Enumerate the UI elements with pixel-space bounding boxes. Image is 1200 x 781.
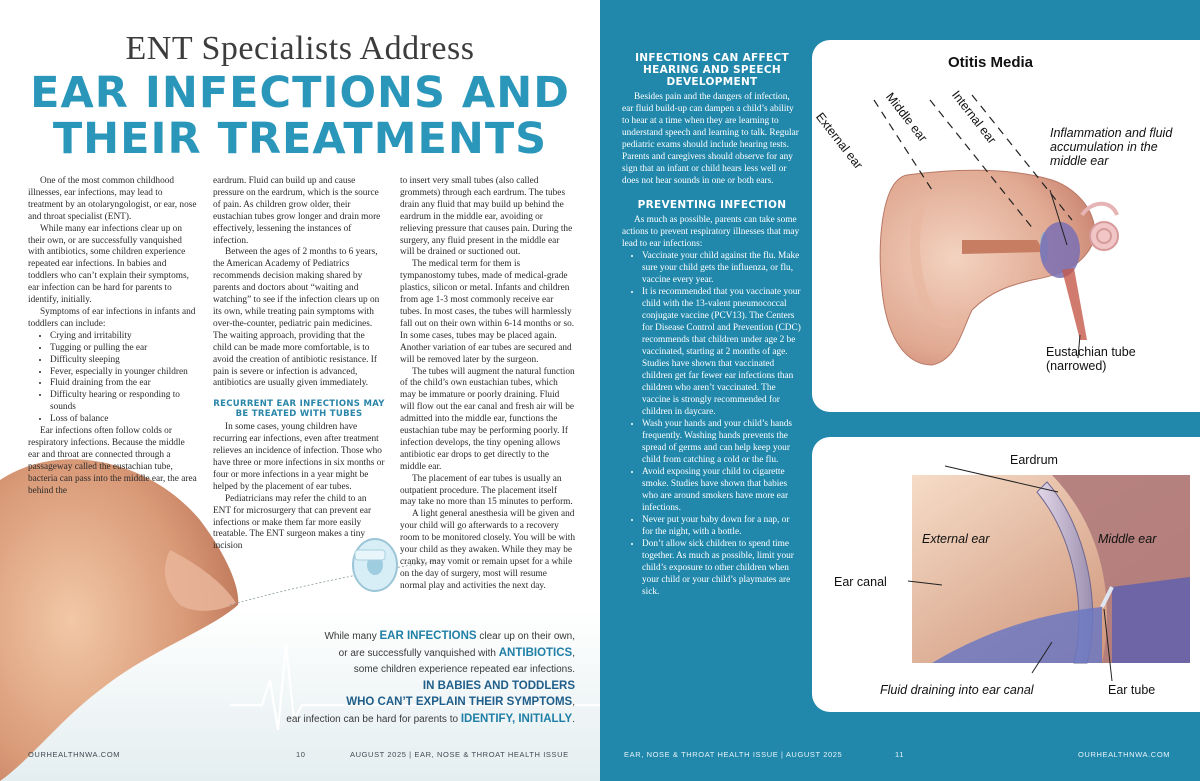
paragraph: eardrum. Fluid can build up and cause pressure on the eardrum, which is the source of pain. As children grow older, their eustachian tubes grow longer and drain more effectively, lessening the instances of infection.	[213, 176, 381, 246]
label-inflammation: Inflammation and fluid accumulation in the middle ear	[1050, 126, 1173, 168]
page-number: 10	[296, 750, 306, 759]
pull-quote-emphasis: IDENTIFY, INITIALLY	[460, 713, 573, 725]
pull-quote-text: ear infection can be hard for parents to	[286, 714, 461, 725]
article-column-3	[400, 176, 575, 593]
list-item: • Never put your baby down for a nap, or for the night, with a bottle.	[642, 514, 802, 538]
label-external-ear: External ear	[922, 532, 990, 546]
label-external-ear: External ear	[812, 110, 866, 172]
list-item: • Don’t allow sick children to spend time together. As much as possible, limit your child’s exposure to other children when your child or your child’s playmates are sick.	[642, 538, 802, 598]
label-eardrum: Eardrum	[1010, 453, 1058, 467]
pull-quote-text: ,	[572, 648, 575, 659]
article-kicker: ENT Specialists Address	[125, 30, 475, 67]
footer-website: OURHEALTHNWA.COM	[28, 750, 121, 759]
list-item: • Fluid draining from the ear	[50, 378, 198, 390]
right-page	[600, 0, 1200, 781]
label-ear-tube: Ear tube	[1108, 683, 1156, 697]
paragraph: Symptoms of ear infections in infants and toddlers can include:	[28, 306, 196, 329]
paragraph: As much as possible, parents can take some actions to prevent respiratory illnesses that may lead to ear infections:	[622, 215, 800, 249]
paragraph: The tubes will augment the natural function of the child’s own eustachian tubes, which may be immature or poorly draining. Fluid will flow out the ear canal and fresh air will be admitted into the middle ear, functions the eustachian tube may be performing poorly. If infection develops, the tiny opening allows antibiotic ear drops to get directly to the middle ear.	[400, 366, 575, 472]
pull-quote-emphasis: IN BABIES AND TODDLERS	[422, 680, 575, 692]
section-subhead: INFECTIONS CAN AFFECT HEARING AND SPEECH DEVELOPMENT	[635, 52, 789, 88]
list-item: • Loss of balance	[50, 414, 198, 426]
label-eustachian-tube: Eustachian tube (narrowed)	[1046, 345, 1136, 373]
otitis-media-diagram	[812, 40, 1200, 412]
list-item: • It is recommended that you vaccinate your child with the 13-valent pneumococcal conjugate vaccine (PCV13). The Centers for Disease Control and Prevention (CDC) recommends that children under age 2 be vaccinated, starting at 2 months of age. Studies have shown that vaccinated children get far fewer ear infections than children who aren’t vaccinated. The vaccine is strongly recommended for children in daycare.	[642, 286, 802, 418]
pull-quote-emphasis: ANTIBIOTICS	[498, 647, 573, 659]
pull-quote-emphasis: EAR INFECTIONS	[379, 630, 477, 642]
paragraph: Pediatricians may refer the child to an ENT for microsurgery that can prevent ear infections or make them far more easily treatable. The ENT surgeon makes a tiny incision	[213, 493, 372, 552]
article-column-2	[213, 176, 385, 553]
paragraph: A light general anesthesia will be given and your child will go afterwards to a recovery room to be monitored closely. You will be with your child as they awaken. While they may be cranky, may vomit or remain upset for a while on the day of surgery, most will resume normal play and activities the next day.	[400, 509, 575, 591]
pull-quote-text: some children experience repeated ear infections.	[353, 664, 575, 675]
list-item: • Difficulty sleeping	[50, 355, 198, 367]
article-headline-line-1: EAR INFECTIONS AND	[30, 68, 570, 118]
section-subhead: RECURRENT EAR INFECTIONS MAY BE TREATED WITH TUBES	[213, 399, 385, 420]
label-fluid-draining: Fluid draining into ear canal	[880, 683, 1034, 697]
pull-quote-emphasis: WHO CAN’T EXPLAIN THEIR SYMPTOMS	[346, 696, 573, 708]
label-internal-ear: Internal ear	[948, 88, 999, 147]
pull-quote-text: While many	[324, 631, 380, 642]
list-item: • Tugging or pulling the ear	[50, 343, 198, 355]
ear-tube-diagram	[812, 437, 1200, 712]
label-middle-ear: Middle ear	[882, 90, 930, 145]
pull-quote	[240, 628, 575, 728]
article-column-1	[28, 176, 198, 497]
paragraph: While many ear infections clear up on their own, or are successfully vanquished with antibiotics, some children experience repeated ear infections. In babies and toddlers who can’t explain their symptoms, ear infection can be hard for parents to identify, initially.	[28, 223, 189, 306]
paragraph: In some cases, young children have recurring ear infections, even after treatment relieves an incidence of infection. Those who have three or more infections in six months or four or more infections in a year might be helped by the placement of ear tubes.	[213, 422, 385, 492]
list-item: • Avoid exposing your child to cigarette smoke. Studies have shown that babies who are around smokers have more ear infections.	[642, 466, 802, 514]
pull-quote-text: or are successfully vanquished with	[338, 648, 499, 659]
page-number: 11	[895, 750, 904, 759]
pull-quote-text: .	[572, 714, 575, 725]
list-item: • Vaccinate your child against the flu. Make sure your child gets the influenza, or flu, vaccine every year.	[642, 250, 802, 286]
paragraph: The placement of ear tubes is usually an outpatient procedure. The placement itself may take no more than 15 minutes to perform.	[400, 473, 573, 508]
paragraph: to insert very small tubes (also called grommets) through each eardrum. The tubes drain any fluid that may build up behind the eardrum in the middle ear, avoiding or relieving pressure that causes pain. During the surgery, any fluid present in the middle ear will be drained or suctioned out.	[400, 176, 573, 258]
article-headline-line-2: THEIR TREATMENTS	[52, 114, 548, 164]
figure-title: Otitis Media	[948, 54, 1034, 71]
pull-quote-text: clear up on their own,	[476, 631, 575, 642]
symptoms-list	[28, 331, 198, 426]
paragraph: Ear infections often follow colds or respiratory infections. Because the middle ear and throat are connected through a passageway called the eustachian tube, bacteria can pass into the middle ear, the area behind the	[28, 426, 197, 496]
label-ear-canal: Ear canal	[834, 575, 887, 589]
footer-issue: EAR, NOSE & THROAT HEALTH ISSUE | AUGUST 2025	[624, 750, 843, 759]
paragraph: Between the ages of 2 months to 6 years, the American Academy of Pediatrics recommends decision making shared by parents and doctors about “waiting and watching” to see if the infection clears up on its own, while treating pain symptoms with over-the-counter, pediatric pain medicines. The waiting approach, providing that the child can be made more comfortable, is to avoid the creation of antibiotic resistance. If pain is severe or infection is advanced, antibiotics are usually given immediately.	[213, 247, 380, 389]
prevention-list	[622, 250, 802, 598]
list-item: • Difficulty hearing or responding to sounds	[50, 390, 198, 414]
footer-website: OURHEALTHNWA.COM	[1078, 750, 1171, 759]
paragraph: Besides pain and the dangers of infection, ear fluid build-up can dampen a child’s ability to hear at a time when they are learning to understand speech and learning to talk. Regular pediatric exams should include hearing tests. Parents and caregivers should observe for any sign that an infant or child hears less well or does not hear sounds in one or both ears.	[622, 92, 799, 186]
paragraph: The medical term for them is tympanostomy tubes, made of medical-grade plastics, silicon or metal. Infants and children from age 1-3 most commonly receive ear tubes. In most cases, the tubes will harmlessly fall out on their own within 6-14 months or so. In some cases, tubes may be placed again. Another variation of ear tubes are secured and will be removed later by the surgeon.	[400, 259, 575, 365]
right-text-column	[622, 52, 802, 598]
label-middle-ear: Middle ear	[1098, 532, 1157, 546]
list-item: • Fever, especially in younger children	[50, 367, 198, 379]
list-item: • Wash your hands and your child’s hands frequently. Washing hands prevents the spread of germs and can help keep your child from catching a cold or the flu.	[642, 418, 802, 466]
footer-issue: AUGUST 2025 | EAR, NOSE & THROAT HEALTH ISSUE	[350, 750, 569, 759]
section-subhead: PREVENTING INFECTION	[637, 199, 787, 211]
pull-quote-text: ,	[572, 697, 575, 708]
paragraph: One of the most common childhood illnesses, ear infections, may lead to treatment by an otolaryngologist, or ear, nose and throat specialist (ENT).	[28, 176, 197, 222]
list-item: • Crying and irritability	[50, 331, 198, 343]
